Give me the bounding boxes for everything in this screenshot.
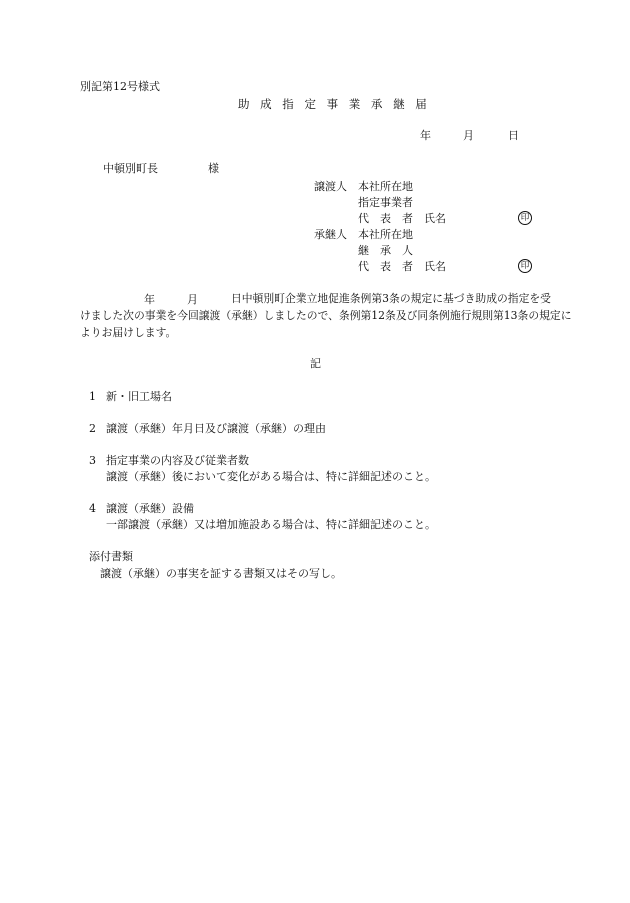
date-year: 年 <box>420 129 431 142</box>
item-number: 3 <box>89 454 96 467</box>
item-label: 新・旧工場名 <box>106 390 172 403</box>
successor-representative-label: 代 表 者 氏名 <box>358 260 446 273</box>
transferor-role: 譲渡人 <box>314 180 347 193</box>
item-number: 2 <box>89 422 96 435</box>
addressee-honorific: 様 <box>208 162 219 175</box>
successor-label: 継 承 人 <box>358 244 413 257</box>
body-month: 月 <box>187 293 198 306</box>
item-number: 4 <box>89 502 96 515</box>
successor-role: 承継人 <box>314 228 347 241</box>
body-line-3: よりお届けします。 <box>80 326 177 339</box>
item-label: 譲渡（承継）年月日及び譲渡（承継）の理由 <box>106 422 326 435</box>
item-label: 指定事業の内容及び従業者数 <box>106 454 249 467</box>
item-label: 譲渡（承継）設備 <box>106 502 194 515</box>
item-note: 一部譲渡（承継）又は増加施設ある場合は、特に詳細記述のこと。 <box>106 518 436 531</box>
body-year: 年 <box>144 293 155 306</box>
item-note: 譲渡（承継）後において変化がある場合は、特に詳細記述のこと。 <box>106 470 436 483</box>
transferor-representative-label: 代 表 者 氏名 <box>358 212 446 225</box>
seal-mark: 印 <box>518 211 532 225</box>
item-number: 1 <box>89 390 96 403</box>
body-line-1: 日中頓別町企業立地促進条例第3条の規定に基づき助成の指定を受 <box>231 292 551 305</box>
date-day: 日 <box>508 129 519 142</box>
addressee-name: 中頓別町長 <box>103 162 158 175</box>
document-title: 助 成 指 定 事 業 承 継 届 <box>238 97 431 111</box>
form-number: 別記第12号様式 <box>80 80 160 93</box>
body-line-2: けました次の事業を今回譲渡（承継）しましたので、条例第12条及び同条例施行規則第13条の規定に <box>80 309 572 322</box>
date-month: 月 <box>463 129 474 142</box>
attachments-text: 譲渡（承継）の事実を証する書類又はその写し。 <box>100 567 342 580</box>
ki-heading: 記 <box>310 357 321 370</box>
transferor-business-label: 指定事業者 <box>358 196 413 209</box>
successor-address-label: 本社所在地 <box>358 228 413 241</box>
transferor-address-label: 本社所在地 <box>358 180 413 193</box>
attachments-heading: 添付書類 <box>89 550 133 563</box>
seal-mark: 印 <box>518 259 532 273</box>
